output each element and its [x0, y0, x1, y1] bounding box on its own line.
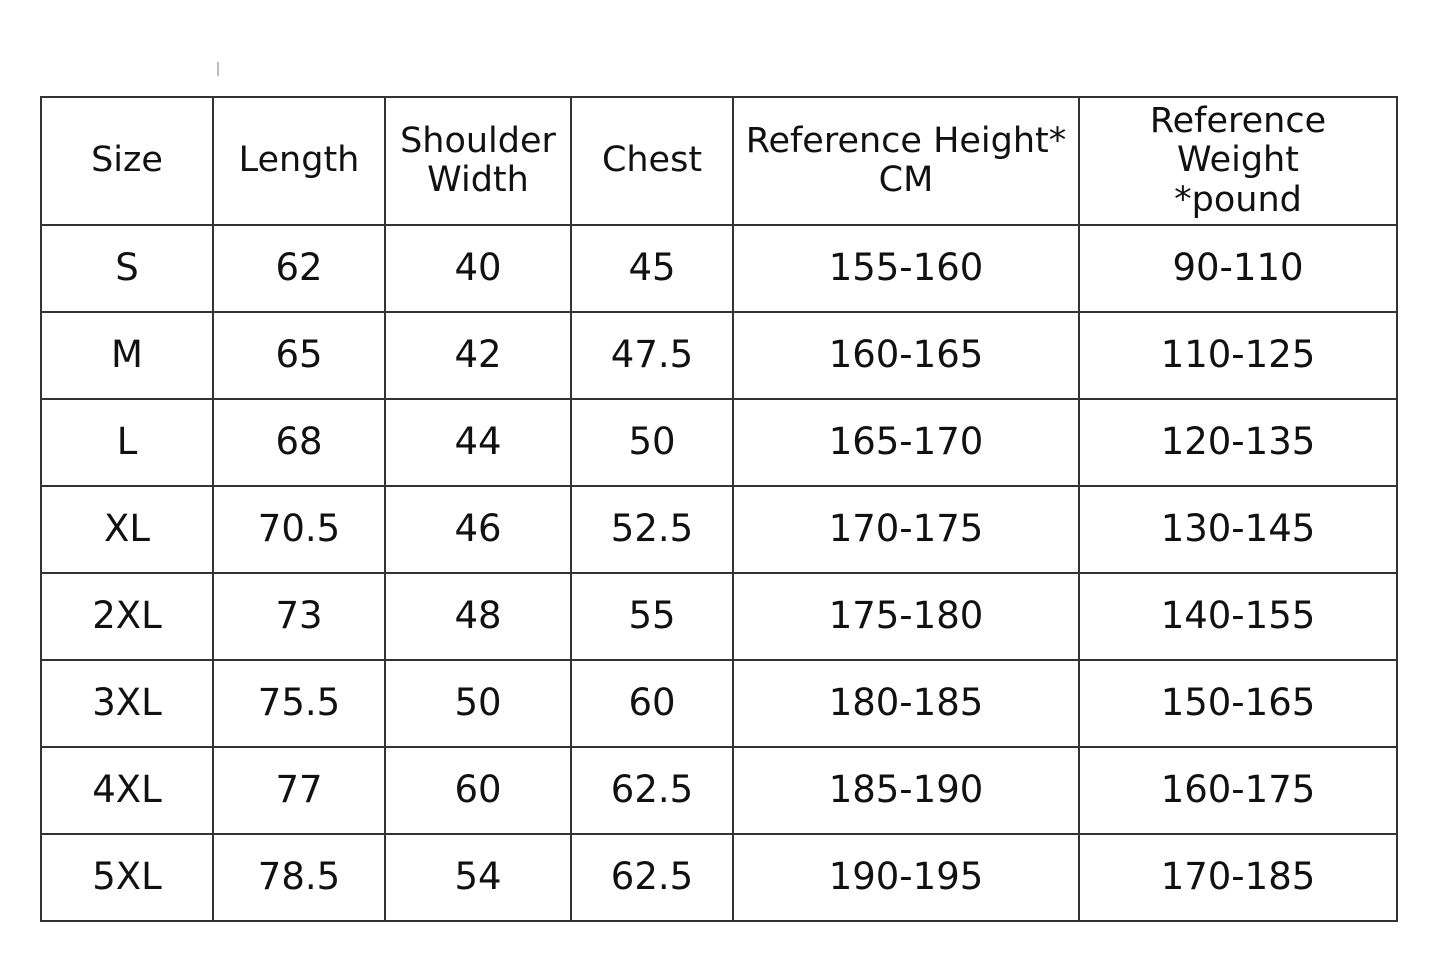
cell-size: 2XL [41, 573, 213, 660]
cell-length: 78.5 [213, 834, 385, 921]
cell-height: 160-165 [733, 312, 1079, 399]
column-header-chest-label: Chest [601, 140, 703, 181]
column-header-length-label: Length [238, 140, 360, 181]
size-table [40, 96, 1398, 922]
table-row [41, 834, 1397, 921]
table-row [41, 660, 1397, 747]
cell-shoulder: 40 [385, 225, 571, 312]
cell-height: 165-170 [733, 399, 1079, 486]
cell-length: 73 [213, 573, 385, 660]
cell-length: 62 [213, 225, 385, 312]
ruler-tick-icon [217, 62, 219, 76]
cell-shoulder: 48 [385, 573, 571, 660]
column-header-shoulder-line1: Shoulder [400, 120, 556, 161]
column-header-reference-height [733, 97, 1079, 225]
column-header-height-line2: CM [878, 160, 934, 200]
table-row [41, 486, 1397, 573]
cell-height: 185-190 [733, 747, 1079, 834]
cell-height: 180-185 [733, 660, 1079, 747]
column-header-weight-line2: *pound [1174, 179, 1302, 220]
cell-height: 155-160 [733, 225, 1079, 312]
cell-size: S [41, 225, 213, 312]
cell-length: 77 [213, 747, 385, 834]
cell-chest: 62.5 [571, 747, 733, 834]
cell-size: 4XL [41, 747, 213, 834]
size-table-body [41, 225, 1397, 921]
cell-weight: 140-155 [1079, 573, 1397, 660]
cell-weight: 150-165 [1079, 660, 1397, 747]
cell-chest: 62.5 [571, 834, 733, 921]
table-header-row [41, 97, 1397, 225]
cell-size: 5XL [41, 834, 213, 921]
cell-shoulder: 54 [385, 834, 571, 921]
cell-length: 68 [213, 399, 385, 486]
cell-chest: 52.5 [571, 486, 733, 573]
cell-length: 75.5 [213, 660, 385, 747]
table-row [41, 399, 1397, 486]
cell-chest: 47.5 [571, 312, 733, 399]
cell-chest: 60 [571, 660, 733, 747]
column-header-size-label: Size [91, 140, 163, 181]
cell-weight: 90-110 [1079, 225, 1397, 312]
cell-size: XL [41, 486, 213, 573]
cell-chest: 50 [571, 399, 733, 486]
cell-length: 65 [213, 312, 385, 399]
table-row [41, 573, 1397, 660]
cell-height: 170-175 [733, 486, 1079, 573]
cell-size: L [41, 399, 213, 486]
table-row [41, 312, 1397, 399]
column-header-height-line1: Reference Height* [745, 120, 1067, 161]
cell-weight: 170-185 [1079, 834, 1397, 921]
cell-size: M [41, 312, 213, 399]
cell-height: 175-180 [733, 573, 1079, 660]
cell-chest: 55 [571, 573, 733, 660]
size-table-header [41, 97, 1397, 225]
column-header-reference-weight [1079, 97, 1397, 225]
table-row [41, 225, 1397, 312]
column-header-shoulder-line2: Width [427, 160, 529, 200]
cell-length: 70.5 [213, 486, 385, 573]
cell-shoulder: 60 [385, 747, 571, 834]
column-header-shoulder-width [385, 97, 571, 225]
cell-size: 3XL [41, 660, 213, 747]
column-header-length [213, 97, 385, 225]
cell-shoulder: 44 [385, 399, 571, 486]
column-header-size [41, 97, 213, 225]
cell-shoulder: 46 [385, 486, 571, 573]
cell-weight: 130-145 [1079, 486, 1397, 573]
cell-weight: 110-125 [1079, 312, 1397, 399]
size-table-container [40, 96, 1396, 922]
table-row [41, 747, 1397, 834]
cell-shoulder: 50 [385, 660, 571, 747]
column-header-chest [571, 97, 733, 225]
cell-weight: 160-175 [1079, 747, 1397, 834]
cell-chest: 45 [571, 225, 733, 312]
cell-height: 190-195 [733, 834, 1079, 921]
cell-weight: 120-135 [1079, 399, 1397, 486]
cell-shoulder: 42 [385, 312, 571, 399]
column-header-weight-line1: Reference Weight [1149, 101, 1327, 181]
